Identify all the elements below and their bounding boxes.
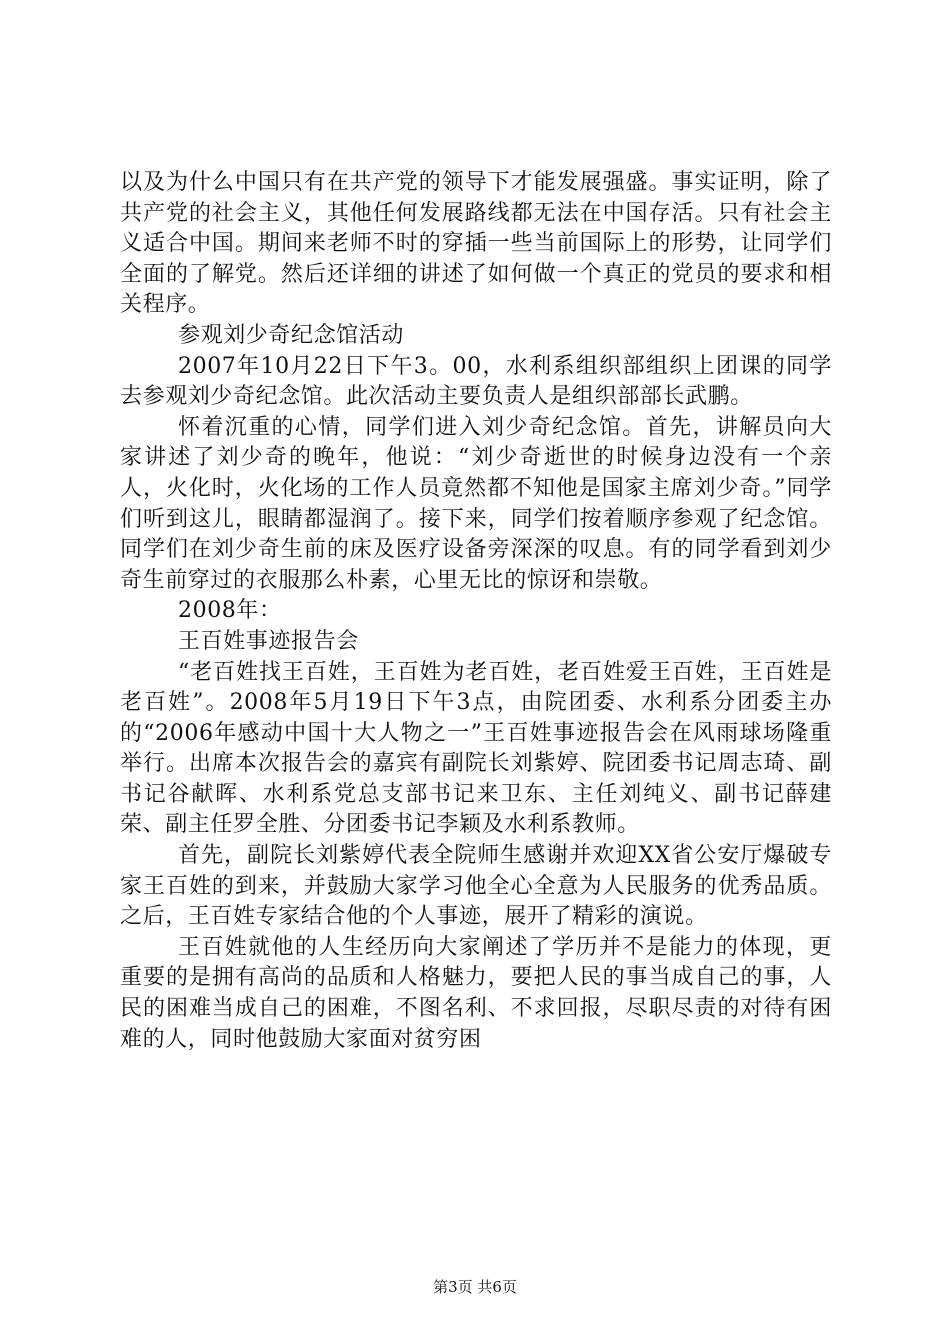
section-heading: 参观刘少奇纪念馆活动 (178, 322, 405, 348)
paragraph: 首先，副院长刘紫婷代表全院师生感谢并欢迎XX省公安厅爆破专家王百姓的到来，并鼓励大家学习他全心全意为人民服务的优秀品质。之后，王百姓专家结合他的个人事迹，展开了精彩的演说。 (120, 843, 832, 930)
section-heading: 王百姓事迹报告会 (178, 628, 359, 654)
page-footer (0, 1277, 950, 1297)
paragraph: 王百姓就他的人生经历向大家阐述了学历并不是能力的体现，更重要的是拥有高尚的品质和人格魅力，要把人民的事当成自己的事，人民的困难当成自己的困难，不图名利、不求回报，尽职尽责的对待有困难的人，同时他鼓励大家面对贫穷困 (120, 934, 832, 1052)
page-number-label: 第3页 共6页 (433, 1278, 517, 1296)
document-body (120, 168, 832, 1055)
paragraph: 怀着沉重的心情，同学们进入刘少奇纪念馆。首先，讲解员向大家讲述了刘少奇的晚年，他说：“刘少奇逝世的时候身边没有一个亲人，火化时，火化场的工作人员竟然都不知他是国家主席刘少奇。”同学们听到这儿，眼睛都湿润了。接下来，同学们按着顺序参观了纪念馆。同学们在刘少奇生前的床及医疗设备旁深深的叹息。有的同学看到刘少奇生前穿过的衣服那么朴素，心里无比的惊讶和崇敬。 (120, 414, 832, 593)
paragraph: “老百姓找王百姓，王百姓为老百姓，老百姓爱王百姓，王百姓是老百姓”。2008年5月19日下午3点，由院团委、水利系分团委主办的“2006年感动中国十大人物之一”王百姓事迹报告会在风雨球场隆重举行。出席本次报告会的嘉宾有副院长刘紫婷、院团委书记周志琦、副书记谷献晖、水利系党总支部书记来卫东、主任刘纯义、副书记薛建荣、副主任罗全胜、分团委书记李颖及水利系教师。 (120, 659, 832, 838)
paragraph: 2007年10月22日下午3。00，水利系组织部组织上团课的同学去参观刘少奇纪念馆。此次活动主要负责人是组织部部长武鹏。 (120, 353, 832, 410)
year-heading: 2008年： (178, 598, 282, 624)
paragraph: 以及为什么中国只有在共产党的领导下才能发展强盛。事实证明，除了共产党的社会主义，其他任何发展路线都无法在中国存活。只有社会主义适合中国。期间来老师不时的穿插一些当前国际上的形势，让同学们全面的了解党。然后还详细的讲述了如何做一个真正的党员的要求和相关程序。 (120, 170, 832, 318)
